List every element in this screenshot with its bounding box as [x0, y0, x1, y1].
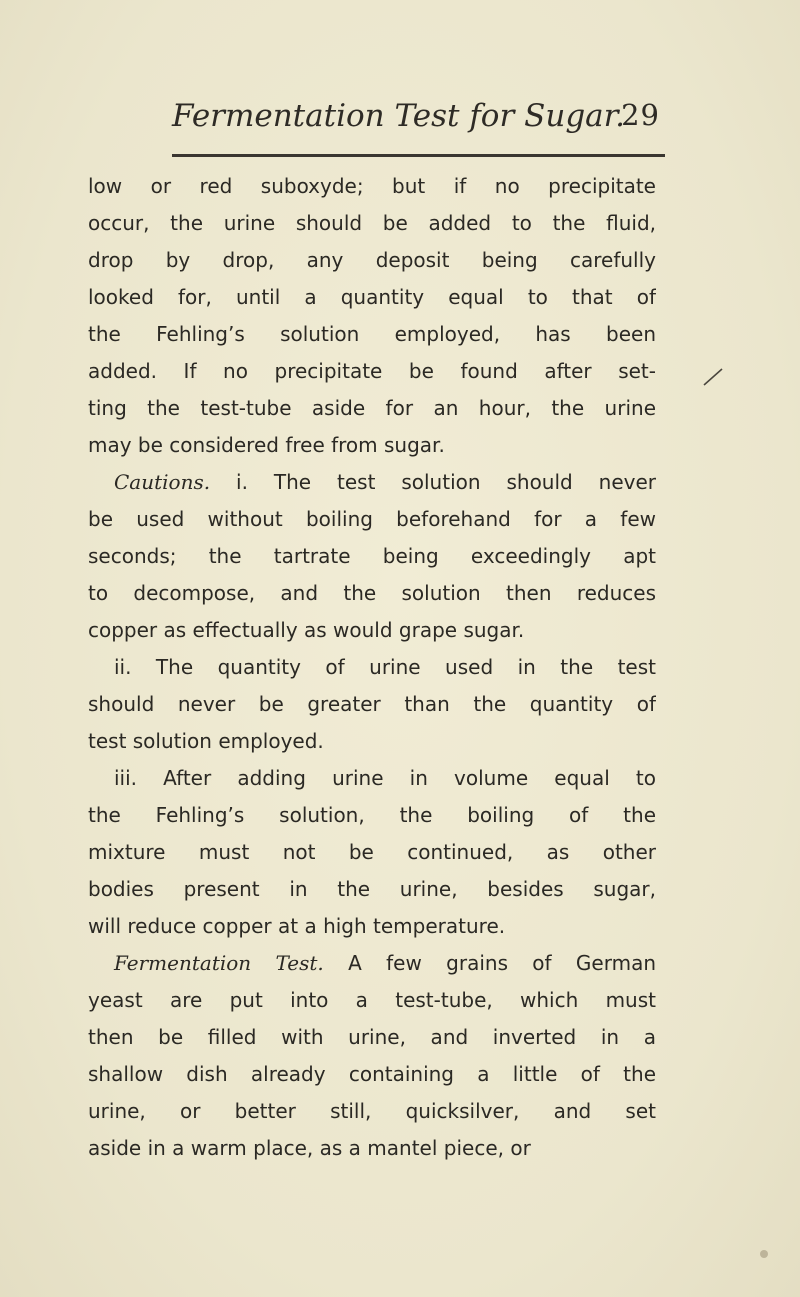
- text-line: ii. The quantity of urine used in the test: [114, 655, 656, 679]
- text-line: looked for, until a quantity equal to that of: [88, 285, 656, 309]
- text-line: seconds; the tartrate being exceedingly apt: [88, 544, 656, 568]
- text-line: bodies present in the urine, besides sugar,: [88, 877, 656, 901]
- text-line: added. If no precipitate be found after set-: [88, 359, 656, 383]
- text-line: urine, or better still, quicksilver, and set: [88, 1099, 656, 1123]
- text-line: copper as effectually as would grape sugar.: [88, 618, 525, 642]
- text-line: mixture must not be continued, as other: [88, 840, 656, 864]
- text-line: will reduce copper at a high temperature.: [88, 914, 506, 938]
- text-line: test solution employed.: [88, 729, 324, 753]
- cautions-heading: Cautions.: [114, 470, 211, 494]
- text-line: may be considered free from sugar.: [88, 433, 445, 457]
- page-number: 29: [621, 98, 660, 132]
- text-line: the Fehling’s solution, the boiling of the: [88, 803, 656, 827]
- text-line: to decompose, and the solution then reduces: [88, 581, 656, 605]
- text-line: aside in a warm place, as a mantel piece, or: [88, 1136, 531, 1160]
- header-rule: [172, 154, 665, 157]
- text-line: ting the test-tube aside for an hour, the urine: [88, 396, 656, 420]
- text-line: occur, the urine should be added to the fluid,: [88, 211, 656, 235]
- text-line: iii. After adding urine in volume equal to: [114, 766, 656, 790]
- text-line: drop by drop, any deposit being carefully: [88, 248, 656, 272]
- text-line: yeast are put into a test-tube, which must: [88, 988, 656, 1012]
- text-line: should never be greater than the quantity of: [88, 692, 656, 716]
- running-title: Fermentation Test for Sugar.: [172, 98, 625, 134]
- text-line: then be filled with urine, and inverted in a: [88, 1025, 656, 1049]
- running-head: [172, 98, 662, 138]
- paper-speck: [760, 1250, 768, 1258]
- text-line: be used without boiling beforehand for a few: [88, 507, 656, 531]
- text-line: i. The test solution should never: [236, 470, 656, 494]
- body-text: [88, 168, 656, 1167]
- text-line: the Fehling’s solution employed, has been: [88, 322, 656, 346]
- paragraph-cautions: [88, 464, 656, 501]
- fermentation-test-heading: Fermentation Test.: [114, 951, 324, 975]
- margin-pencil-mark: [702, 366, 724, 388]
- text-line: shallow dish already containing a little of the: [88, 1062, 656, 1086]
- text-line: low or red suboxyde; but if no precipitate: [88, 174, 656, 198]
- paragraph-fermentation: [88, 945, 656, 982]
- text-line: A few grains of German: [348, 951, 656, 975]
